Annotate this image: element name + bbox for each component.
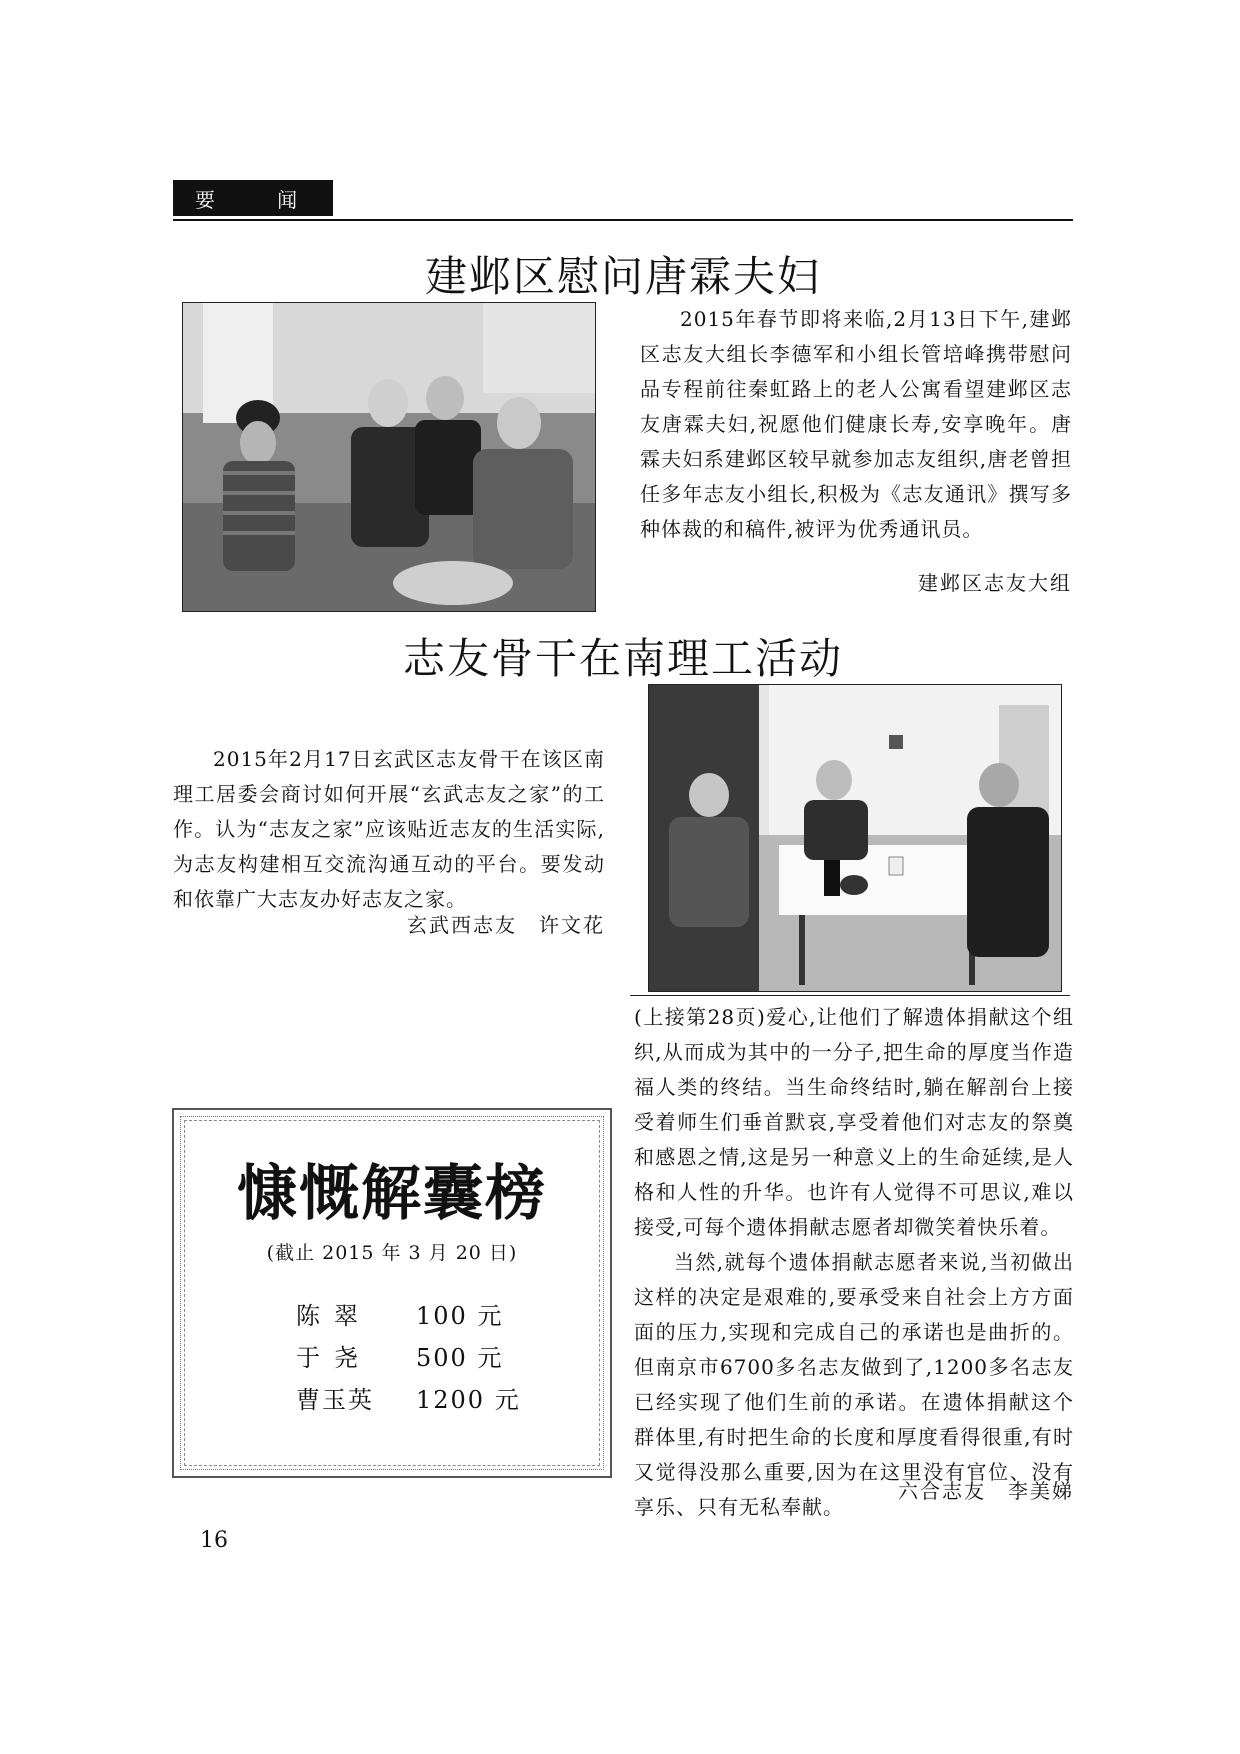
continued-paragraph-1: (上接第28页)爱心,让他们了解遗体捐献这个组织,从而成为其中的一分子,把生命的厚度当作造福人类的终结。当生命终结时,躺在解剖台上接受着师生们垂首默哀,享受着他们对志友的祭奠和感恩之情,这是另一种意义上的生命延续,是人格和人性的升华。也许有人觉得不可思议,难以接受,可每个遗体捐献志愿者却微笑着快乐着。 xyxy=(634,1005,1074,1239)
donation-amount: 1200 元 xyxy=(416,1386,521,1414)
donor-name: 陈翠 xyxy=(296,1302,372,1330)
donation-row xyxy=(296,1380,521,1415)
donation-row xyxy=(296,1296,503,1331)
photo-elderly-men-illustration xyxy=(183,303,595,611)
continued-body xyxy=(634,1000,1074,1525)
article1-photo xyxy=(182,302,596,612)
article2-photo xyxy=(648,684,1062,992)
article2-title: 志友骨干在南理工活动 xyxy=(402,634,843,683)
continued-rule xyxy=(630,995,1070,996)
donation-amount: 100 元 xyxy=(416,1302,504,1330)
article1-title: 建邺区慰问唐霖夫妇 xyxy=(424,252,821,301)
article2-byline: 玄武西志友 许文花 xyxy=(407,913,605,937)
page-number: 16 xyxy=(200,1528,228,1553)
donor-name: 曹玉英 xyxy=(296,1386,374,1414)
section-tab: 要 闻 xyxy=(173,180,333,216)
continued-byline: 六合志友 李美娣 xyxy=(898,1479,1074,1503)
article2-body xyxy=(173,742,605,917)
photo-meeting-illustration xyxy=(649,685,1061,991)
donation-box xyxy=(172,1108,612,1478)
donation-amount: 500 元 xyxy=(416,1344,504,1372)
header-rule xyxy=(173,219,1073,221)
continued-paragraph-2: 当然,就每个遗体捐献志愿者来说,当初做出这样的决定是艰难的,要承受来自社会上方方面面的压力,实现和完成自己的承诺也是曲折的。但南京市6700多名志友做到了,1200多名志友已经实现了他们生前的承诺。在遗体捐献这个群体里,有时把生命的长度和厚度看得很重,有时又觉得没那么重要,因为在这里没有官位、没有享乐、只有无私奉献。 xyxy=(634,1250,1074,1519)
donation-title: 慷慨解囊榜 xyxy=(237,1159,547,1229)
donation-note: (截止 2015 年 3 月 20 日) xyxy=(266,1242,518,1264)
article1-body xyxy=(640,302,1072,547)
donor-name: 于尧 xyxy=(296,1344,372,1372)
article1-paragraph: 2015年春节即将来临,2月13日下午,建邺区志友大组长李德军和小组长管培峰携带慰问品专程前往秦虹路上的老人公寓看望建邺区志友唐霖夫妇,祝愿他们健康长寿,安享晚年。唐霖夫妇系建邺区较早就参加志友组织,唐老曾担任多年志友小组长,积极为《志友通讯》撰写多种体裁的和稿件,被评为优秀通讯员。 xyxy=(640,307,1072,541)
donation-row xyxy=(296,1338,503,1373)
article2-paragraph: 2015年2月17日玄武区志友骨干在该区南理工居委会商讨如何开展“玄武志友之家”的工作。认为“志友之家”应该贴近志友的生活实际,为志友构建相互交流沟通互动的平台。要发动和依靠广大志友办好志友之家。 xyxy=(173,747,605,911)
article1-byline: 建邺区志友大组 xyxy=(918,571,1072,595)
